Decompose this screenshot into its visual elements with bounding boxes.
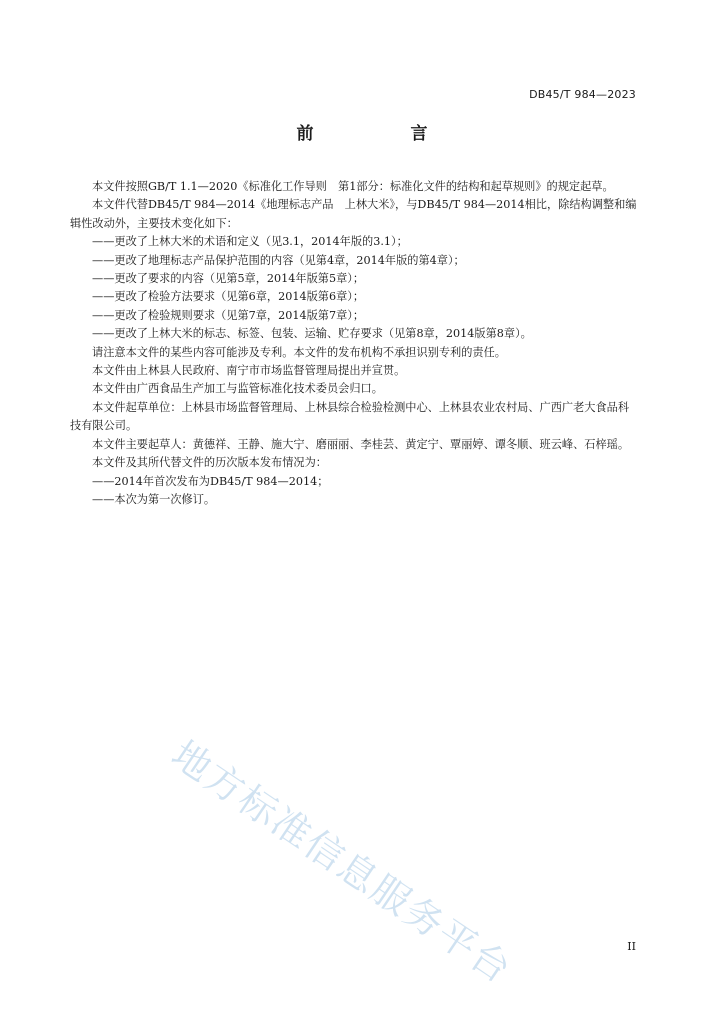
- paragraph: 本文件由上林县人民政府、南宁市市场监督管理局提出并宣贯。: [92, 364, 406, 378]
- history-list-item: ——2014年首次发布为DB45/T 984—2014；: [92, 474, 329, 488]
- change-list-item: ——更改了检验方法要求（见第6章，2014版第6章）；: [92, 290, 365, 304]
- page-number: II: [627, 940, 636, 953]
- change-list-item: ——更改了上林大米的标志、标签、包装、运输、贮存要求（见第8章，2014版第8章）。: [92, 327, 532, 341]
- change-list-item: ——更改了检验规则要求（见第7章，2014版第7章）；: [92, 308, 365, 322]
- paragraph: 请注意本文件的某些内容可能涉及专利。本文件的发布机构不承担识别专利的责任。: [92, 345, 506, 359]
- paragraph: 本文件主要起草人：黄德祥、王静、施大宁、磨丽丽、李桂芸、黄定宁、覃丽婷、谭冬顺、班云峰、石梓瑶。: [92, 437, 630, 451]
- document-code: DB45/T 984—2023: [529, 88, 636, 101]
- change-list-item: ——更改了地理标志产品保护范围的内容（见第4章，2014年版的第4章）；: [92, 253, 465, 267]
- change-list-item: ——更改了要求的内容（见第5章，2014年版第5章）；: [92, 272, 365, 286]
- paragraph: 本文件按照GB/T 1.1—2020《标准化工作导则 第1部分：标准化文件的结构和起草规则》的规定起草。: [92, 180, 614, 193]
- paragraph: 本文件代替DB45/T 984—2014《地理标志产品 上林大米》，与DB45/T 984—2014相比，除结构调整和编辑性改动外，主要技术变化如下：: [70, 198, 637, 230]
- page-title: 前 言: [296, 124, 468, 144]
- paragraph: 本文件由广西食品生产加工与监管标准化技术委员会归口。: [92, 382, 383, 396]
- foreword-body: [70, 178, 640, 509]
- paragraph: 本文件起草单位：上林县市场监督管理局、上林县综合检验检测中心、上林县农业农村局、广西广老大食品科技有限公司。: [70, 400, 630, 433]
- paragraph: 本文件及其所代替文件的历次版本发布情况为：: [92, 456, 327, 470]
- change-list-item: ——更改了上林大米的术语和定义（见3.1，2014年版的3.1）；: [92, 235, 408, 249]
- history-list-item: ——本次为第一次修订。: [92, 492, 216, 506]
- watermark: 地方标准信息服务平台: [163, 732, 520, 993]
